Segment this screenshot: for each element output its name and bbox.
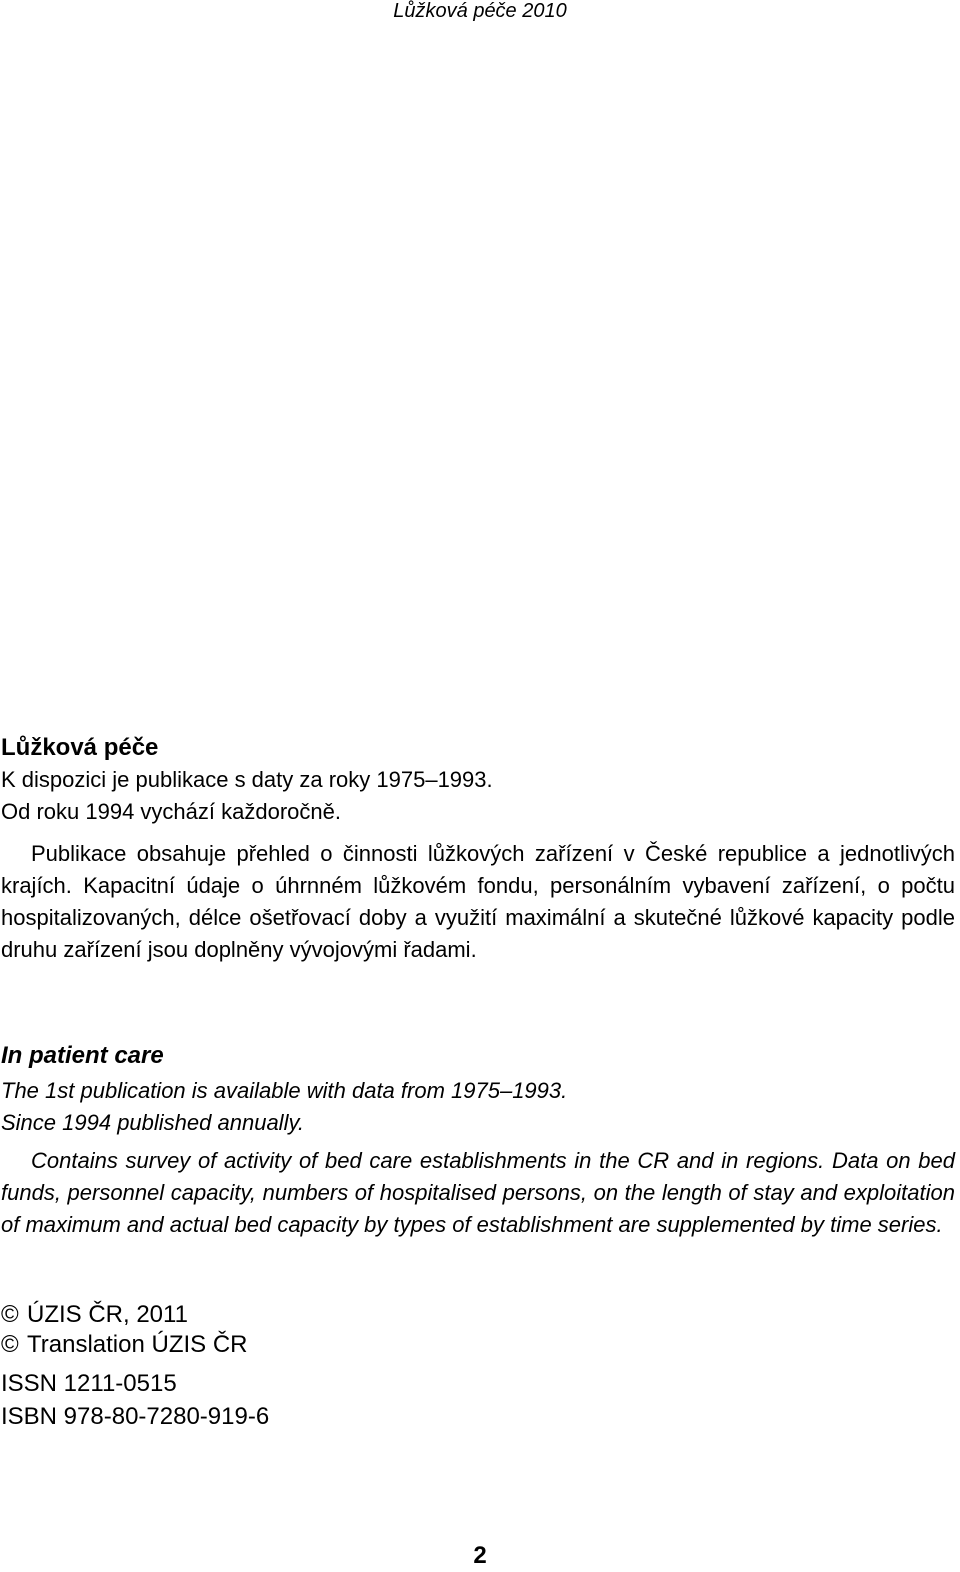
identifiers-section <box>1 1367 955 1433</box>
copyright-text-2: Translation ÚZIS ČR <box>27 1331 248 1358</box>
copyright-text-1: ÚZIS ČR, 2011 <box>27 1301 188 1328</box>
czech-availability-line-2: Od roku 1994 vychází každoročně. <box>1 799 341 824</box>
copyright-line-2 <box>1 1330 955 1360</box>
copyright-icon: © <box>1 1331 19 1358</box>
copyright-line-1 <box>1 1300 955 1330</box>
english-section <box>1 1041 955 1241</box>
czech-section <box>1 733 955 966</box>
copyright-section <box>1 1300 955 1360</box>
issn-number: ISSN 1211-0515 <box>1 1370 177 1397</box>
english-description: Contains survey of activity of bed care establishments in the CR and in regions. Data on bed funds, personnel capacity, numbers of hospitalised persons, on the length of stay and exploitation of maximum and actual bed capacity by types of establishment are supplemented by time series. <box>1 1148 955 1237</box>
czech-availability-line-1: K dispozici je publikace s daty za roky 1975–1993. <box>1 767 493 792</box>
english-availability-line-1: The 1st publication is available with data from 1975–1993. <box>1 1078 568 1103</box>
page-number: 2 <box>473 1542 487 1569</box>
czech-description: Publikace obsahuje přehled o činnosti lůžkových zařízení v České republice a jednotlivých krajích. Kapacitní údaje o úhrnném lůžkovém fondu, personálním vybavení zařízení, o počtu hospitalizovaných, délce ošetřovací doby a využití maximální a skutečné lůžkové kapacity podle druhu zařízení jsou doplněny vývojovými řadami. <box>1 841 955 962</box>
czech-title: Lůžková péče <box>1 734 159 761</box>
isbn-number: ISBN 978-80-7280-919-6 <box>1 1403 270 1430</box>
running-header-title: Lůžková péče 2010 <box>393 0 567 22</box>
english-title: In patient care <box>1 1042 164 1069</box>
english-availability-line-2: Since 1994 published annually. <box>1 1110 304 1135</box>
copyright-icon: © <box>1 1301 19 1328</box>
